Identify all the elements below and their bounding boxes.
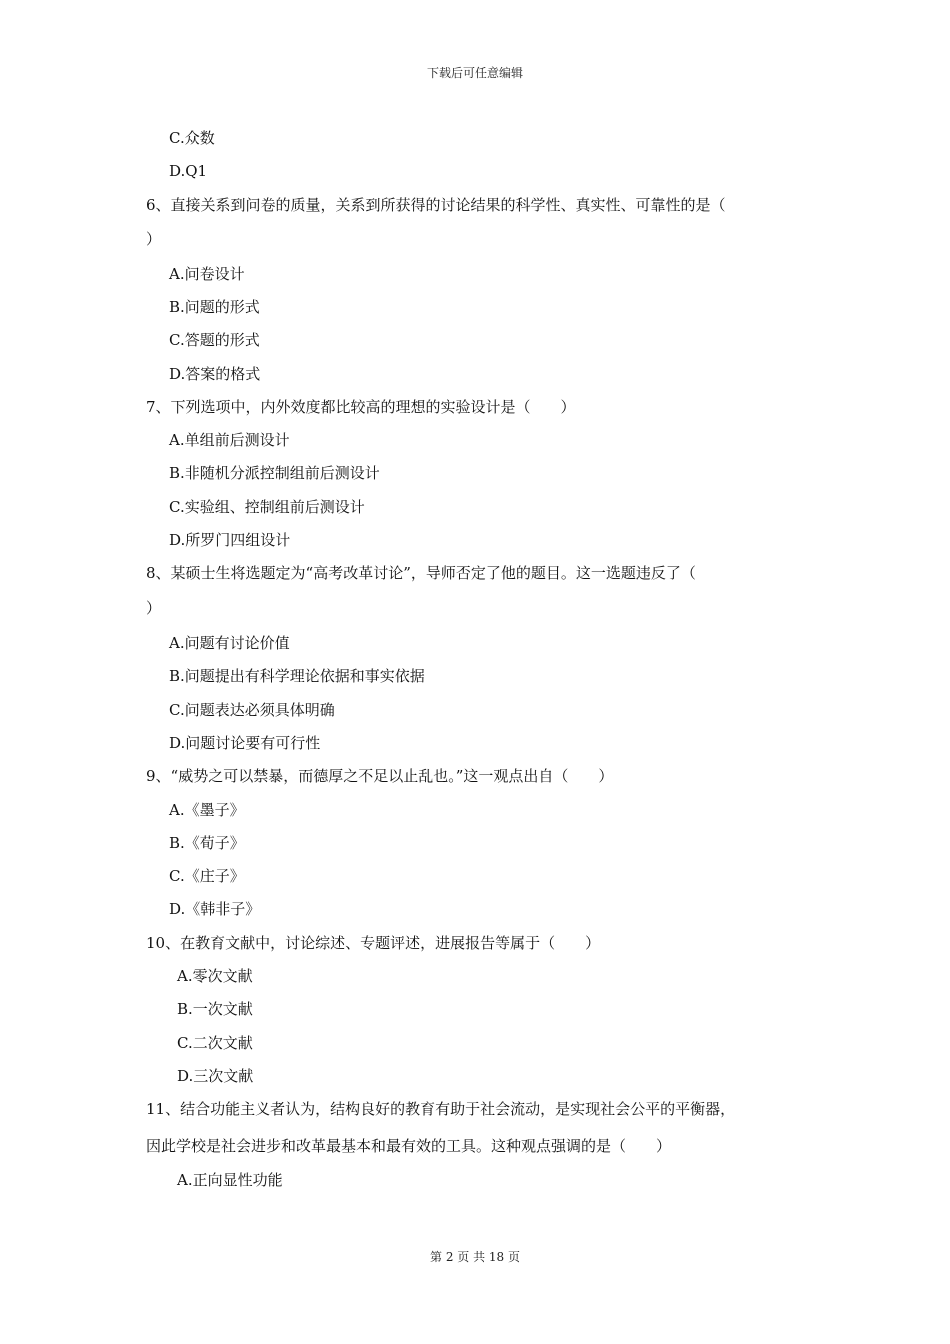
option-5d: D.Q1 — [169, 162, 208, 180]
option-7b: B.非随机分派控制组前后测设计 — [169, 464, 380, 482]
option-8a: A.问题有讨论价值 — [169, 634, 290, 652]
option-9d: D.《韩非子》 — [169, 900, 261, 918]
option-10d: D.三次文献 — [177, 1067, 254, 1085]
option-10b: B.一次文献 — [177, 1000, 253, 1018]
option-8c: C.问题表达必须具体明确 — [169, 701, 335, 719]
option-5c: C.众数 — [169, 129, 215, 147]
option-10c: C.二次文献 — [177, 1034, 253, 1052]
question-8: 8、某硕士生将选题定为“高考改革讨论”，导师否定了他的题目。这一选题违反了（ — [146, 564, 696, 582]
option-6b: B.问题的形式 — [169, 298, 260, 316]
page-footer: 第 2 页 共 18 页 — [430, 1250, 520, 1264]
question-6-cont: ） — [146, 230, 162, 248]
option-7a: A.单组前后测设计 — [169, 431, 290, 449]
option-7c: C.实验组、控制组前后测设计 — [169, 498, 365, 516]
question-11: 11、结合功能主义者认为，结构良好的教育有助于社会流动，是实现社会公平的平衡器， — [146, 1100, 736, 1118]
question-7: 7、下列选项中，内外效度都比较高的理想的实验设计是（ ） — [146, 398, 576, 416]
option-10a: A.零次文献 — [177, 967, 253, 985]
question-11-cont: 因此学校是社会进步和改革最基本和最有效的工具。这种观点强调的是（ ） — [146, 1137, 672, 1155]
question-10: 10、在教育文献中，讨论综述、专题评述，进展报告等属于（ ） — [146, 934, 601, 952]
option-6c: C.答题的形式 — [169, 331, 260, 349]
option-9b: B.《荀子》 — [169, 834, 245, 852]
question-8-cont: ） — [146, 599, 162, 617]
option-9c: C.《庄子》 — [169, 867, 245, 885]
option-11a: A.正向显性功能 — [177, 1171, 283, 1189]
question-9: 9、“威势之可以禁暴，而德厚之不足以止乱也。”这一观点出自（ ） — [146, 767, 614, 785]
option-6a: A.问卷设计 — [169, 265, 245, 283]
page-header: 下载后可任意编辑 — [426, 66, 523, 80]
option-8d: D.问题讨论要有可行性 — [169, 734, 321, 752]
question-6: 6、直接关系到问卷的质量，关系到所获得的讨论结果的科学性、真实性、可靠性的是（ — [146, 196, 726, 214]
option-6d: D.答案的格式 — [169, 365, 261, 383]
option-7d: D.所罗门四组设计 — [169, 531, 291, 549]
option-8b: B.问题提出有科学理论依据和事实依据 — [169, 667, 425, 685]
option-9a: A.《墨子》 — [169, 801, 245, 819]
